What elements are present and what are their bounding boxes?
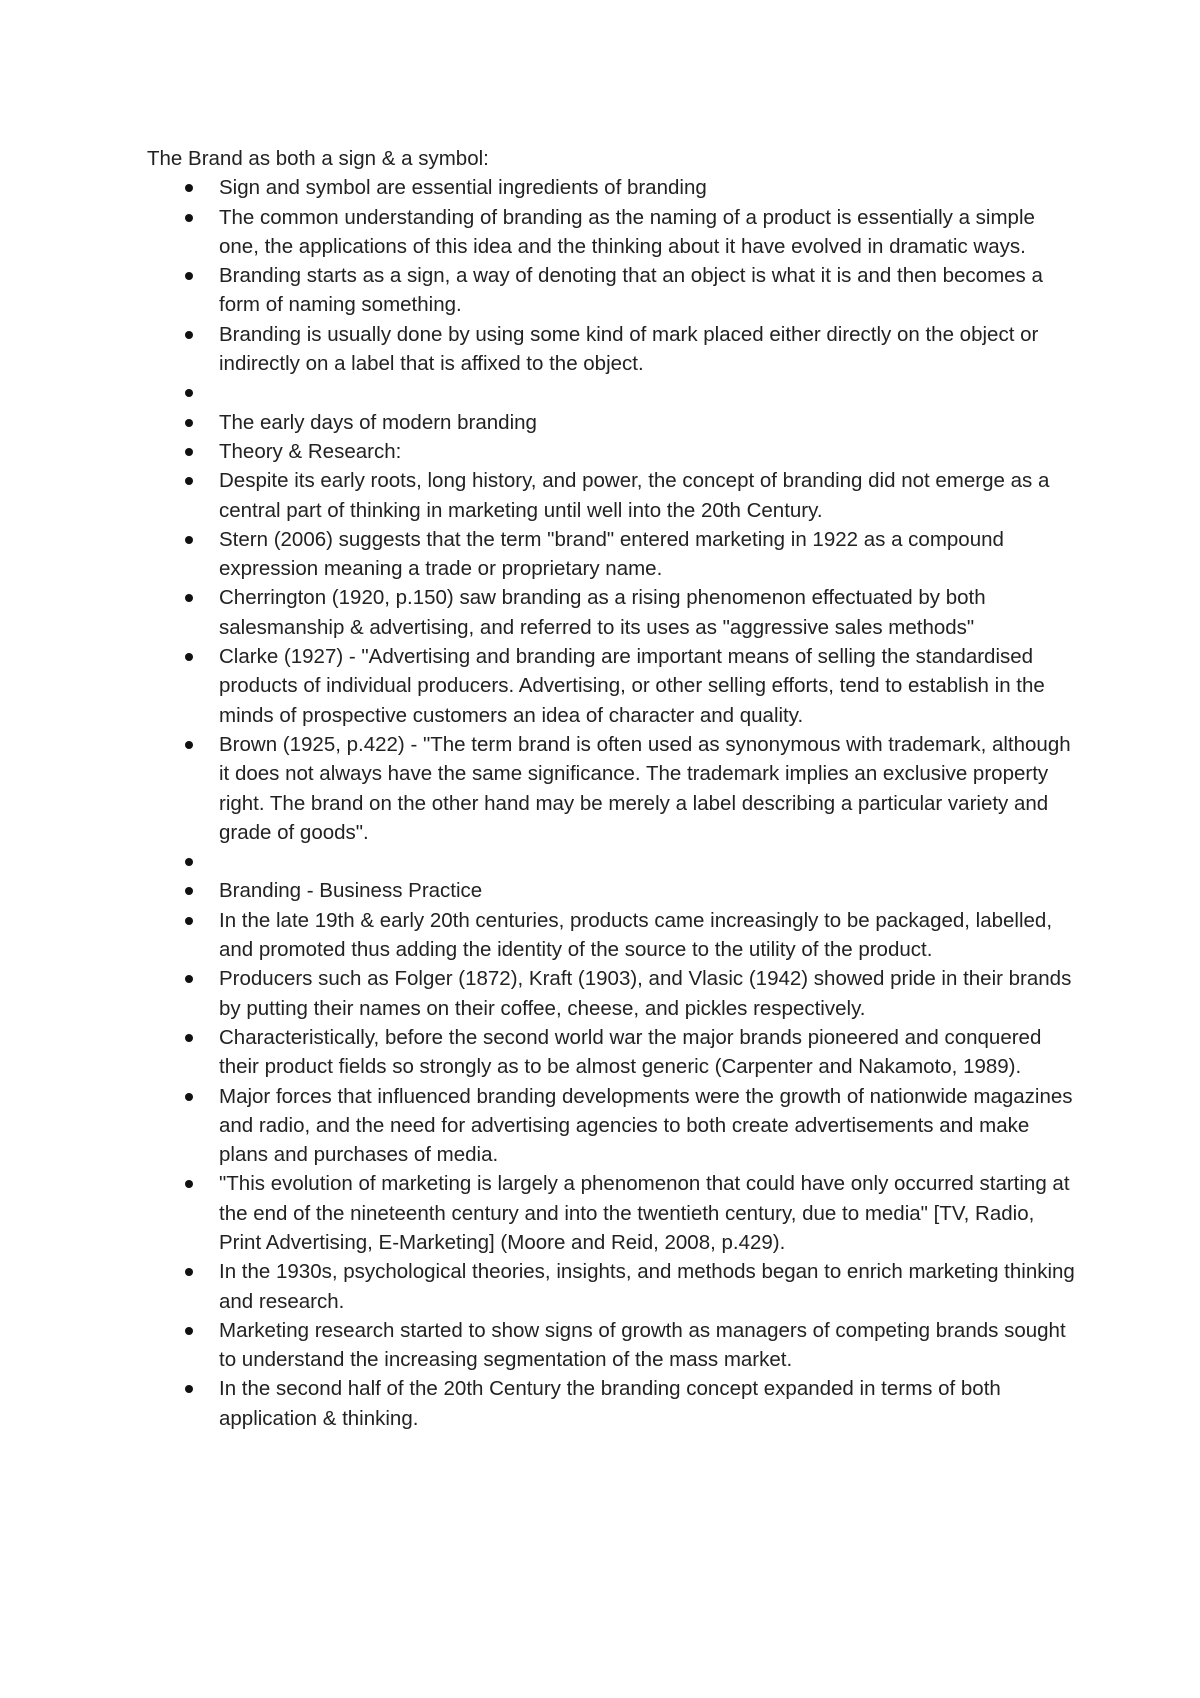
list-item-text: Brown (1925, p.422) - "The term brand is often used as synonymous with trademark, although it does not always have the same significance. The trademark implies an exclusive property right. The brand on the other hand may be merely a label describing a particular variety and grade of goods".	[219, 732, 1071, 844]
bullet-icon	[185, 741, 193, 749]
list-item	[147, 1374, 1077, 1433]
bullet-icon	[185, 1180, 193, 1188]
empty-list-item	[147, 378, 1077, 407]
document-body	[147, 144, 1077, 1433]
empty-list-item	[147, 847, 1077, 876]
bullet-icon	[185, 536, 193, 544]
list-item-text: Stern (2006) suggests that the term "brand" entered marketing in 1922 as a compound expression meaning a trade or proprietary name.	[219, 527, 1004, 581]
list-item-text: In the second half of the 20th Century the branding concept expanded in terms of both application & thinking.	[219, 1377, 1001, 1430]
bullet-icon	[185, 975, 193, 983]
list-item	[147, 173, 1077, 202]
list-item	[147, 1023, 1077, 1082]
list-item-text: The common understanding of branding as the naming of a product is essentially a simple one, the applications of this idea and the thinking about it have evolved in dramatic ways.	[219, 205, 1035, 258]
list-item	[147, 437, 1077, 466]
list-item	[147, 203, 1077, 262]
list-item	[147, 1257, 1077, 1316]
list-item	[147, 525, 1077, 584]
list-item-text: Cherrington (1920, p.150) saw branding as a rising phenomenon effectuated by both salesmanship & advertising, and referred to its uses as "aggressive sales methods"	[219, 586, 986, 639]
list-item-text: Marketing research started to show signs of growth as managers of competing brands sought to understand the increasing segmentation of the mass market.	[219, 1318, 1066, 1372]
bullet-icon	[185, 477, 193, 485]
list-item	[147, 964, 1077, 1023]
list-item	[147, 466, 1077, 525]
list-item-text: Branding starts as a sign, a way of denoting that an object is what it is and then becomes a form of naming something.	[219, 264, 1043, 317]
list-item	[147, 408, 1077, 437]
list-item-text: Characteristically, before the second world war the major brands pioneered and conquered their product fields so strongly as to be almost generic (Carpenter and Nakamoto, 1989).	[219, 1025, 1042, 1079]
bullet-icon	[185, 1385, 193, 1393]
bullet-icon	[185, 448, 193, 456]
list-item	[147, 642, 1077, 730]
list-item	[147, 730, 1077, 847]
list-item	[147, 261, 1077, 320]
list-item-text: Major forces that influenced branding developments were the growth of nationwide magazines and radio, and the need for advertising agencies to both create advertisements and make plans and purchases of media.	[219, 1084, 1073, 1167]
list-item	[147, 320, 1077, 379]
list-item	[147, 1169, 1077, 1257]
bullet-icon	[185, 653, 193, 661]
bullet-icon	[185, 1327, 193, 1335]
bullet-icon	[185, 184, 193, 192]
list-item-text: Producers such as Folger (1872), Kraft (1903), and Vlasic (1942) showed pride in their brands by putting their names on their coffee, cheese, and pickles respectively.	[219, 967, 1072, 1020]
bullet-icon	[185, 272, 193, 280]
bullet-icon	[185, 858, 193, 866]
section-heading: The Brand as both a sign & a symbol:	[147, 147, 489, 170]
list-item	[147, 1082, 1077, 1170]
bullet-icon	[185, 917, 193, 925]
list-item-text: Branding is usually done by using some kind of mark placed either directly on the object or indirectly on a label that is affixed to the object.	[219, 322, 1039, 376]
list-item-text: In the 1930s, psychological theories, insights, and methods began to enrich marketing thinking and research.	[219, 1260, 1075, 1313]
bullet-icon	[185, 331, 193, 339]
bullet-icon	[185, 1268, 193, 1276]
list-item	[147, 583, 1077, 642]
bullet-icon	[185, 1093, 193, 1101]
bullet-icon	[185, 214, 193, 222]
bullet-icon	[185, 887, 193, 895]
list-item	[147, 906, 1077, 965]
bullet-icon	[185, 389, 193, 397]
list-item-text: Branding - Business Practice	[219, 879, 483, 903]
bullet-icon	[185, 419, 193, 427]
list-item-text: Sign and symbol are essential ingredients of branding	[219, 176, 707, 200]
bullet-list	[147, 173, 1077, 1433]
list-item-text: Despite its early roots, long history, and power, the concept of branding did not emerge as a central part of thinking in marketing until well into the 20th Century.	[219, 469, 1050, 522]
bullet-icon	[185, 1034, 193, 1042]
list-item-text: Theory & Research:	[219, 439, 402, 463]
list-item-text: "This evolution of marketing is largely a phenomenon that could have only occurred starting at the end of the nineteenth century and into the twentieth century, due to media" [TV, Radio, Print Advertising, E-Marketing] (Moore and Reid, 2008, p.429).	[219, 1172, 1070, 1254]
bullet-icon	[185, 594, 193, 602]
list-item	[147, 1316, 1077, 1375]
list-item-text: Clarke (1927) - "Advertising and branding are important means of selling the standardised products of individual producers. Advertising, or other selling efforts, tend to establish in the minds of prospective customers an idea of character and quality.	[219, 645, 1045, 727]
list-item-text: The early days of modern branding	[219, 410, 537, 434]
list-item	[147, 876, 1077, 905]
list-item-text: In the late 19th & early 20th centuries, products came increasingly to be packaged, labelled, and promoted thus adding the identity of the source to the utility of the product.	[219, 908, 1053, 962]
